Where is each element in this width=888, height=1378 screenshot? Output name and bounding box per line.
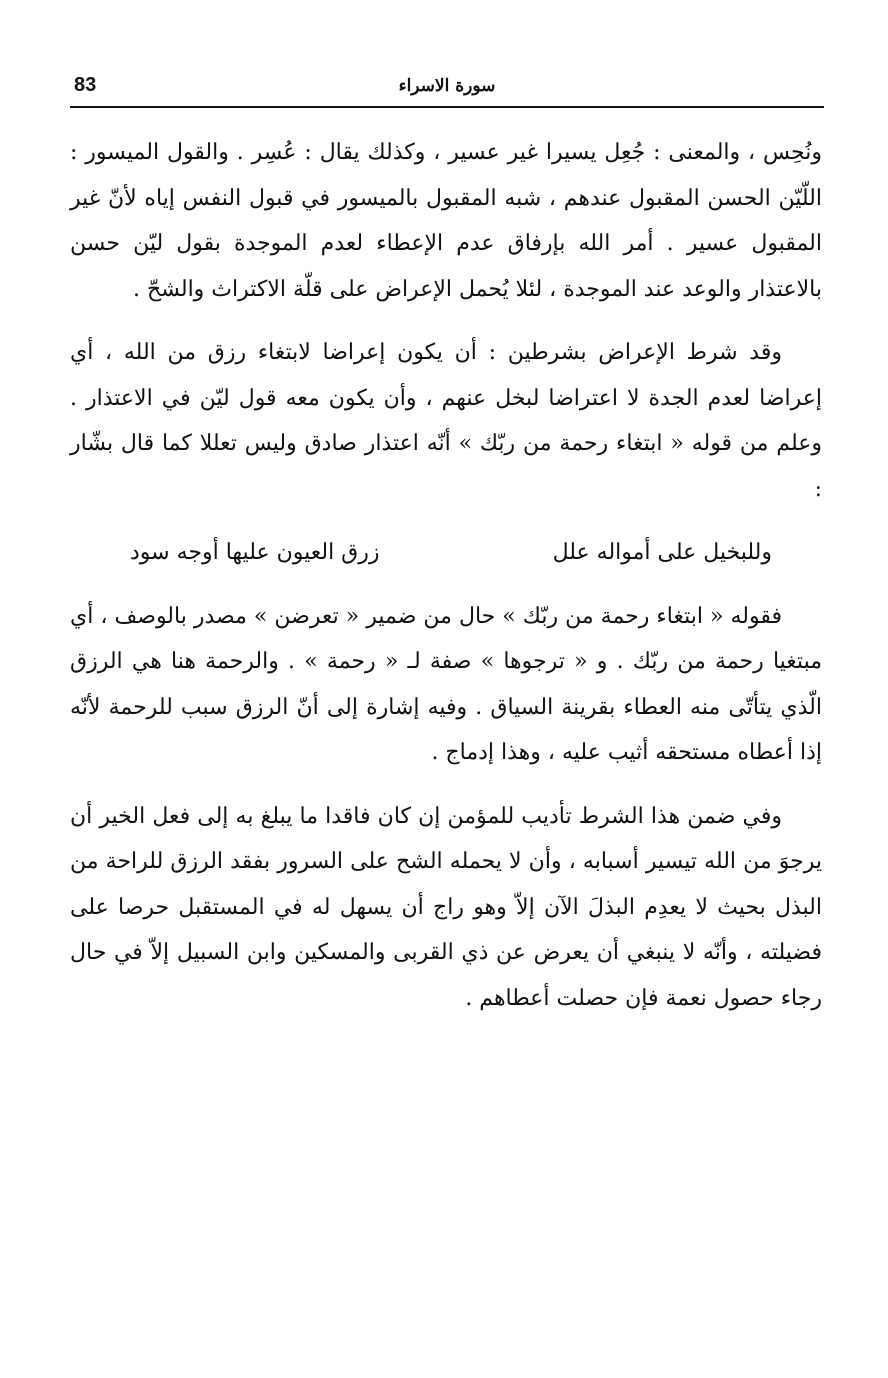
paragraph-4: وفي ضمن هذا الشرط تأديب للمؤمن إن كان فاقدا ما يبلغ به إلى فعل الخير أن يرجوَ من الله تيسير أسبابه ، وأن لا يحمله الشح على السرور بفقد الرزق للراحة من البذل بحيث لا يعدِم البذلَ الآن إلاّ وهو راج أن يسهل له في المستقبل حرصا على فضيلته ، وأنّه لا ينبغي أن يعرض عن ذي القربى والمسكين وابن السبيل إلاّ في حال رجاء حصول نعمة فإن حصلت أعطاهم . bbox=[70, 803, 822, 1011]
paragraph-2: وقد شرط الإعراض بشرطين : أن يكون إعراضا لابتغاء رزق من الله ، أي إعراضا لعدم الجدة لا اعتراضا لبخل عنهم ، وأن يكون معه قول ليّن في الاعتذار . وعلم من قوله « ابتغاء رحمة من ربّك » أنّه اعتذار صادق وليس تعللا كما قال بشّار : bbox=[70, 340, 822, 502]
header-rule bbox=[70, 106, 824, 108]
page-header bbox=[70, 70, 824, 110]
paragraph-3: فقوله « ابتغاء رحمة من ربّك » حال من ضمير « تعرضن » مصدر بالوصف ، أي مبتغيا رحمة من ربّك . و « ترجوها » صفة لـ « رحمة » . والرحمة هنا هي الرزق الّذي يتأتّى منه العطاء بقرينة السياق . وفيه إشارة إلى أنّ الرزق سبب للرحمة لأنّه إذا أعطاه مستحقه أثيب عليه ، وهذا إدماج . bbox=[70, 603, 822, 765]
poetry-verse bbox=[70, 530, 822, 576]
verse-first-hemistich: وللبخيل على أمواله علل bbox=[552, 540, 772, 565]
verse-second-hemistich: زرق العيون عليها أوجه سود bbox=[130, 540, 380, 565]
page-number: 83 bbox=[74, 74, 97, 96]
paragraph-1: ونُحِس ، والمعنى : جُعِل يسيرا غير عسير ، وكذلك يقال : عُسِر . والقول الميسور : اللّيّن الحسن المقبول عندهم ، شبه المقبول بالميسور في قبول النفس إياه لأنّ غير المقبول عسير . أمر الله بإرفاق عدم الإعطاء لعدم الموجدة بقول ليّن حسن بالاعتذار والوعد عند الموجدة ، لئلا يُحمل الإعراض على قلّة الاكتراث والشحّ . bbox=[70, 140, 822, 302]
page-body bbox=[70, 130, 822, 1021]
running-title: سورة الاسراء bbox=[398, 76, 496, 96]
